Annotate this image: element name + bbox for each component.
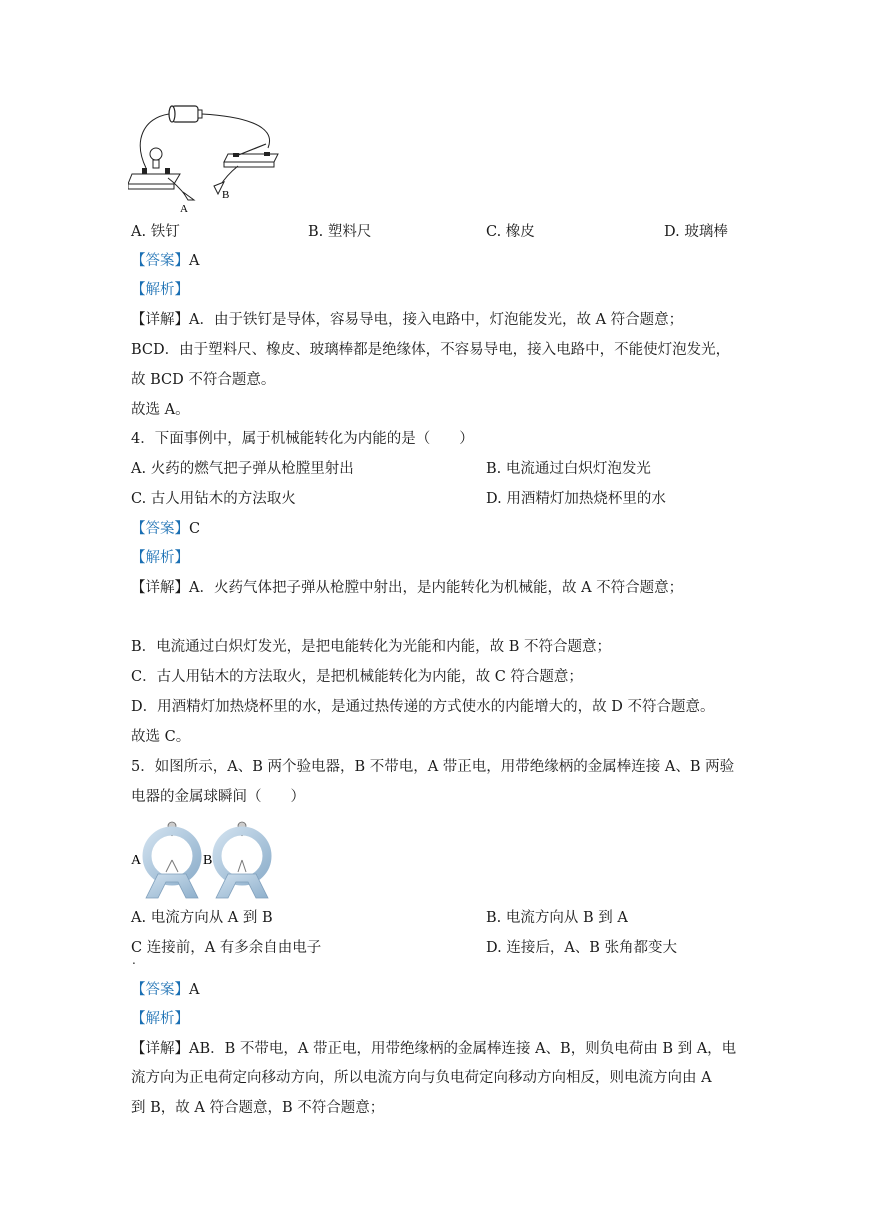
electroscope-label-a: A [131,853,142,868]
q5-stem-1: 5．如图所示，A、B 两个验电器，B 不带电，A 带正电，用带绝缘柄的金属棒连接 A、B 两验 [131,759,735,775]
circuit-figure [128,96,283,214]
q4-option-d: D. 用酒精灯加热烧杯里的水 [486,491,666,507]
q5-stem-2: 电器的金属球瞬间（ ） [131,789,305,805]
q4-analysis-tag: 【解析】 [131,550,189,566]
q4-detail-c: C．古人用钻木的方法取火，是把机械能转化为内能，故 C 符合题意； [131,669,583,685]
q3-option-b: B. 塑料尺 [308,224,372,240]
electroscope-label-b: B [203,853,213,868]
q3-detail-1: 【详解】A．由于铁钉是导体，容易导电，接入电路中，灯泡能发光，故 A 符合题意； [131,312,684,328]
q3-answer [131,251,199,271]
q5-option-b: B. 电流方向从 B 到 A [486,910,628,926]
q3-detail-3: 故 BCD 不符合题意。 [131,372,276,388]
q4-option-a: A. 火药的燃气把子弹从枪膛里射出 [131,461,354,477]
q4-option-c: C. 古人用钻木的方法取火 [131,491,296,507]
q5-option-a: A. 电流方向从 A 到 B [131,910,273,926]
q3-detail-2: BCD．由于塑料尺、橡皮、玻璃棒都是绝缘体，不容易导电，接入电路中，不能使灯泡发光， [131,342,731,358]
figure-label-a: A [180,203,188,214]
q3-option-d: D. 玻璃棒 [664,224,728,240]
figure-label-b: B [222,189,230,201]
electroscope-b-icon [216,822,268,898]
clip-a-icon [183,192,194,200]
q5-option-c-dot: . [132,953,136,967]
q5-detail-2: 流方向为正电荷定向移动方向，所以电流方向与负电荷定向移动方向相反，则电流方向由 A [131,1070,712,1086]
electroscope-a-icon [146,822,198,898]
q4-answer: 【答案】C [131,521,201,537]
q5-answer: 【答案】A [131,982,200,998]
q3-option-a: A. 铁钉 [131,224,180,240]
q5-detail-1: 【详解】AB．B 不带电，A 带正电，用带绝缘柄的金属棒连接 A、B，则负电荷由 B 到 A，电 [131,1041,737,1057]
q3-conclusion: 故选 A。 [131,402,190,418]
electroscope-figure [128,816,278,900]
detail-tag: 【详解】 [131,312,189,328]
q4-detail-a: 【详解】A．火药气体把子弹从枪膛中射出，是内能转化为机械能，故 A 不符合题意； [131,580,684,596]
switch-icon [224,144,278,167]
q4-conclusion: 故选 C。 [131,729,191,745]
q4-option-b: B. 电流通过白炽灯泡发光 [486,461,651,477]
q4-stem: 4．下面事例中，属于机械能转化为内能的是（ ） [131,431,474,447]
q5-option-c: C 连接前，A 有多余自由电子 [131,940,322,956]
q4-detail-d: D．用酒精灯加热烧杯里的水，是通过热传递的方式使水的内能增大的，故 D 不符合题意。 [131,699,715,715]
q5-option-d: D. 连接后，A、B 张角都变大 [486,940,678,956]
q5-analysis-tag: 【解析】 [131,1011,189,1027]
bulb-icon [128,148,180,189]
q3-analysis-tag: 【解析】 [131,282,189,298]
answer-value: A [189,253,200,269]
q3-option-c: C. 橡皮 [486,224,535,240]
battery-icon [169,106,202,122]
q5-detail-3: 到 B，故 A 符合题意，B 不符合题意； [131,1100,385,1116]
answer-tag: 【答案】 [131,253,189,269]
q4-detail-b: B．电流通过白炽灯发光，是把电能转化为光能和内能，故 B 不符合题意； [131,639,612,655]
